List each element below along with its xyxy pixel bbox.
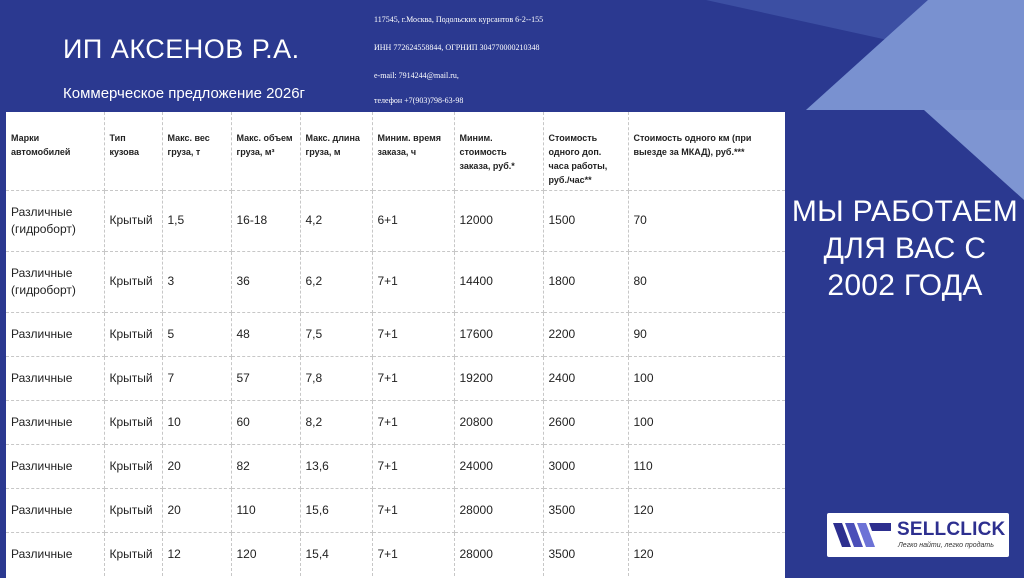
table-row [6,532,785,576]
cell-brand: Различные [6,400,104,444]
cell-km-cost: 120 [633,546,654,561]
cell-max-length: 13,6 [300,444,372,488]
cell-max-weight: 20 [162,444,231,488]
header-extra-hour-cost: Стоимость одного доп. часа работы, руб./час** [543,112,628,190]
cell-extra-hour-cost: 2400 [543,356,628,400]
cell-max-weight: 12 [162,532,231,576]
cell-min-cost: 28000 [454,488,543,532]
cell-extra-hour-cost: 1800 [543,251,628,312]
offer-subtitle: Коммерческое предложение 2026г [63,85,306,102]
price-table-container [6,112,785,578]
header-max-weight: Макс. вес груза, т [162,112,231,190]
header-max-length: Макс. длина груза, м [300,112,372,190]
cell-max-weight: 1,5 [162,190,231,251]
cell-km-cost: 100 [628,356,785,400]
cell-max-volume: 110 [231,488,300,532]
cell-body-type: Крытый [104,532,162,576]
cell-brand: Различные [6,356,104,400]
table-row [6,356,785,400]
header-body-type: Тип кузова [104,112,162,190]
cell-max-length: 8,2 [300,400,372,444]
price-table [6,112,785,576]
cell-extra-hour-cost: 3500 [543,488,628,532]
cell-max-length: 4,2 [300,190,372,251]
cell-brand: Различные [6,532,104,576]
cell-km-cost: 90 [628,312,785,356]
table-row [6,400,785,444]
address-text: 117545, г.Москва, Подольских курсантов 6-2--155 [374,15,544,24]
cell-km-cost: 70 [628,190,785,251]
table-row [6,312,785,356]
cell-min-cost: 28000 [454,532,543,576]
cell-min-time: 7+1 [372,356,454,400]
cell-max-length: 15,6 [300,488,372,532]
cell-max-weight: 10 [162,400,231,444]
cell-max-volume: 82 [231,444,300,488]
cell-brand: Различные [6,488,104,532]
table-row [6,488,785,532]
cell-min-cost: 19200 [454,356,543,400]
cell-min-cost: 17600 [454,312,543,356]
cell-min-cost: 12000 [454,190,543,251]
header-max-volume: Макс. объем груза, м³ [231,112,300,190]
cell-brand: Различные [6,444,104,488]
phone-text: телефон +7(903)798-63-98 [374,96,464,105]
cell-min-cost: 20800 [454,400,543,444]
cell-brand: Различные (гидроборт) [6,251,104,312]
cell-body-type: Крытый [104,488,162,532]
email-text: e-mail: 7914244@mail.ru, [374,71,459,80]
cell-min-cost: 24000 [454,444,543,488]
cell-max-volume: 36 [231,251,300,312]
cell-brand: Различные [6,312,104,356]
cell-km-cost: 100 [628,400,785,444]
cell-km-cost: 110 [628,444,785,488]
cell-max-volume: 48 [231,312,300,356]
cell-max-volume: 60 [231,400,300,444]
cell-min-time: 7+1 [372,251,454,312]
cell-extra-hour-cost: 2600 [543,400,628,444]
cell-min-cost: 14400 [454,251,543,312]
cell-body-type: Крытый [104,356,162,400]
cell-extra-hour-cost: 1500 [543,190,628,251]
cell-min-time: 7+1 [372,400,454,444]
cell-body-type: Крытый [104,251,162,312]
header-km-cost: Стоимость одного км (при выезде за МКАД), руб.*** [628,112,785,190]
cell-min-time: 7+1 [372,444,454,488]
cell-brand: Различные (гидроборт) [6,190,104,251]
table-row [6,190,785,251]
cell-max-length: 7,8 [300,356,372,400]
cell-body-type: Крытый [104,444,162,488]
sellclick-logo-icon [833,521,891,549]
deco-triangle-side [924,110,1024,200]
sellclick-tagline: Легко найти, легко продать [898,542,994,549]
sellclick-watermark [827,513,1009,557]
sellclick-name: SELLCLICK [897,519,1006,540]
cell-min-time: 7+1 [372,532,454,576]
cell-km-cost: 80 [628,251,785,312]
table-header-row [6,112,785,190]
cell-max-length: 15,4 [300,532,372,576]
header-min-time: Миним. время заказа, ч [372,112,454,190]
cell-max-length: 7,5 [300,312,372,356]
cell-min-time: 7+1 [372,488,454,532]
table-row [6,251,785,312]
cell-max-weight: 7 [162,356,231,400]
cell-max-weight: 20 [162,488,231,532]
cell-max-length: 6,2 [300,251,372,312]
cell-body-type: Крытый [104,400,162,444]
company-name: ИП АКСЕНОВ Р.А. [63,34,300,64]
cell-max-weight: 5 [162,312,231,356]
cell-extra-hour-cost: 3000 [543,444,628,488]
slogan-text: МЫ РАБОТАЕМ ДЛЯ ВАС С 2002 ГОДА [791,195,1019,302]
cell-min-time: 6+1 [372,190,454,251]
cell-max-volume: 16-18 [231,190,300,251]
table-row [6,444,785,488]
cell-extra-hour-cost: 3500 [543,532,628,576]
cell-max-weight: 3 [162,251,231,312]
cell-max-volume: 120 [231,532,300,576]
cell-extra-hour-cost: 2200 [543,312,628,356]
header-brand: Марки автомобилей [6,112,104,190]
inn-text: ИНН 772624558844, ОГРНИП 304770000210348 [374,43,540,52]
cell-min-time: 7+1 [372,312,454,356]
cell-max-volume: 57 [231,356,300,400]
cell-body-type: Крытый [104,190,162,251]
cell-body-type: Крытый [104,312,162,356]
cell-km-cost: 120 [628,488,785,532]
header-min-cost: Миним. стоимость заказа, руб.* [454,112,543,190]
